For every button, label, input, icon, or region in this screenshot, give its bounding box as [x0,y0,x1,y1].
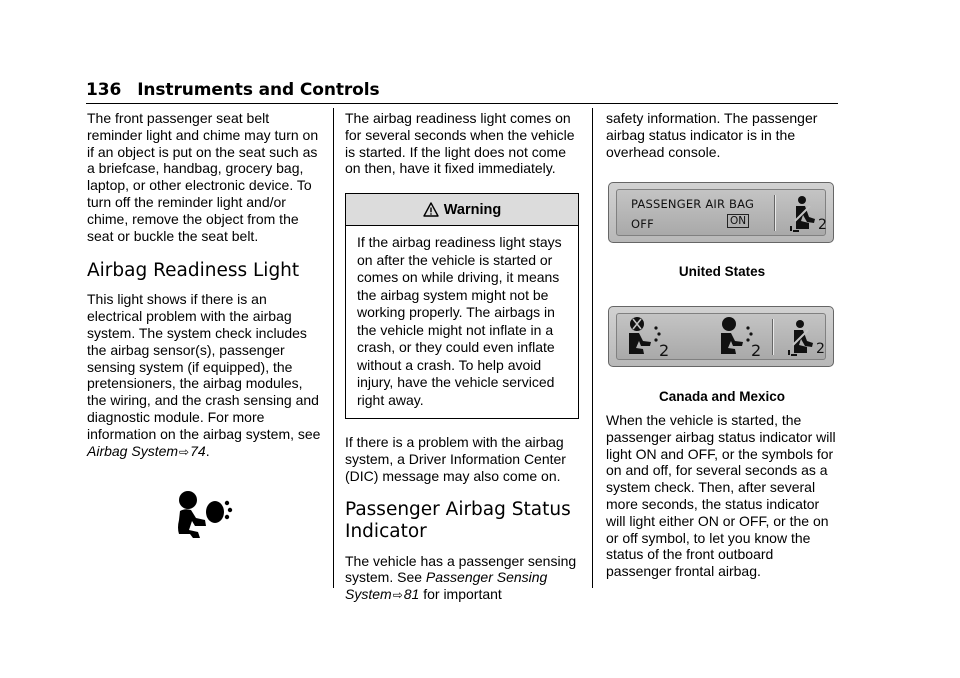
warning-header [346,194,578,226]
airbag-on-symbol-icon [715,316,767,358]
passenger-sensing-paragraph: The vehicle has a passenger sensing system. See Passenger Sensing System⇨81 for important [345,552,577,603]
page-number: 136 [86,80,122,100]
airbag-readiness-paragraph: This light shows if there is an electrical problem with the airbag system. The system check includes the airbag sensor(s), passenger sensing system (if equipped), the pretensioners, the airbag modules, the wiring, and the crash sensing and diagnostic module. For more information on the airbag system, see Airbag System⇨74. [87,291,321,459]
status-indicator-paragraph: When the vehicle is started, the passenger airbag status indicator will light ON and OFF, or the symbols for on and off, for several seconds as a system check. Then, after several more seconds, the status indicator will light either ON or OFF, or the on or off symbol, to let you know the status of the front outboard passenger frontal airbag. [606,412,836,580]
seatbelt-number: 2 [816,341,825,357]
safety-info-paragraph: safety information. The passenger airbag status indicator is in the overhead console. [606,110,818,160]
seatbelt-off-icon [785,319,827,357]
seat-belt-reminder-paragraph: The front passenger seat belt reminder light and chime may turn on if an object is put on the seat such as a briefcase, handbag, grocery bag, laptop, or other electronic device. To turn off the reminder light and/or chime, remove the object from the seat or buckle the seat belt. [87,110,319,244]
column-3-lower [606,412,838,580]
airbag-off-number: 2 [659,341,670,358]
column-2 [345,110,580,604]
us-indicator-panel [608,182,834,243]
readiness-light-paragraph: The airbag readiness light comes on for several seconds when the vehicle is started. If the light does not come on then, have it fixed immediately. [345,110,575,177]
column-divider [333,108,334,588]
passenger-air-bag-label: PASSENGER AIR BAG [631,197,755,211]
passenger-airbag-heading: Passenger Airbag Status Indicator [345,498,571,542]
panel-divider [774,195,776,231]
off-label: OFF [631,217,654,231]
section-title: Instruments and Controls [137,80,380,100]
column-1 [87,110,321,460]
column-divider [592,108,593,588]
canada-mexico-indicator-panel [608,306,834,367]
page-ref-arrow-icon: ⇨ [179,444,190,459]
header-rule [86,103,838,104]
seatbelt-number: 2 [818,217,827,233]
warning-text: If the airbag readiness light stays on after the vehicle is started or comes on while driving, it means the airbag system might not be working properly. The airbags in the vehicle might not inflate in a crash, or they could even inflate without a crash. To help avoid injury, have the vehicle serviced right away. [357,234,562,408]
caption-united-states: United States [678,264,766,279]
page-header [86,80,838,104]
seatbelt-off-icon [787,195,827,233]
dic-message-paragraph: If there is a problem with the airbag system, a Driver Information Center (DIC) message may also come on. [345,434,566,484]
warning-title: Warning [443,201,502,218]
airbag-on-number: 2 [751,341,762,358]
airbag-system-link[interactable]: Airbag System [87,442,179,459]
on-label: ON [727,214,749,228]
warning-box [345,193,579,419]
column-3 [606,110,838,160]
warning-icon [423,202,439,218]
passenger-sensing-link[interactable]: Passenger Sensing System [345,569,548,603]
page-ref-arrow-icon: ⇨ [392,588,403,603]
airbag-readiness-heading: Airbag Readiness Light [87,260,300,282]
caption-canada-mexico: Canada and Mexico [658,389,786,404]
panel-divider [772,319,774,355]
airbag-readiness-icon [175,490,233,540]
page-ref-number[interactable]: 74 [190,442,206,459]
airbag-off-symbol-icon [623,316,675,358]
page-ref-number[interactable]: 81 [403,586,420,603]
